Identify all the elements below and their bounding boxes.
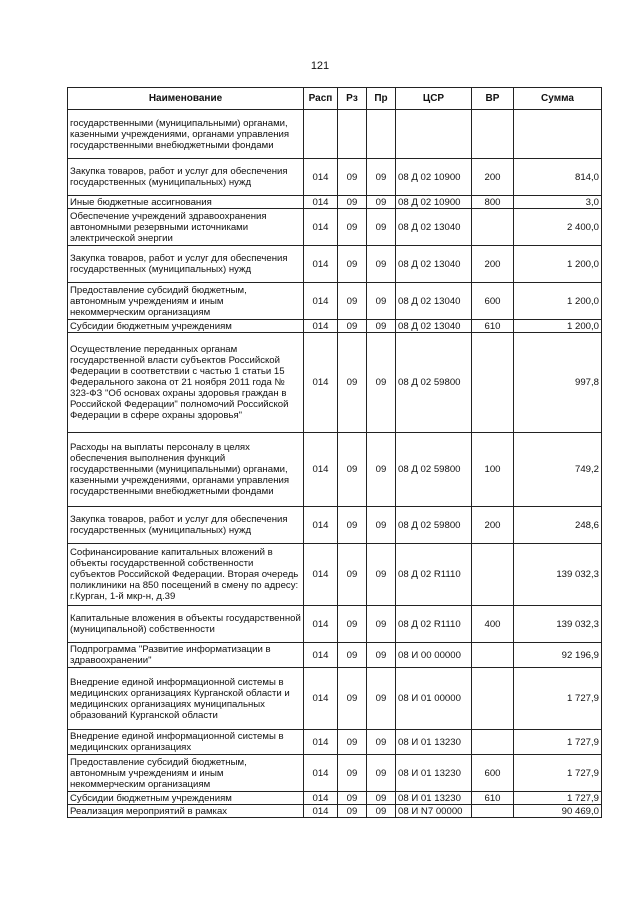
row-name: Внедрение единой информационной системы в медицинских организациях Курганской области и медицинских организациях муниципальных образований Курганской области [68,668,304,730]
row-pr: 09 [367,246,396,283]
table-row [68,246,602,283]
row-vr [472,544,514,606]
row-name: Внедрение единой информационной системы в медицинских организациях [68,730,304,755]
row-pr: 09 [367,805,396,818]
row-rz: 09 [338,544,367,606]
row-rz [338,110,367,159]
table-row [68,606,602,643]
table-row [68,209,602,246]
row-rasp: 014 [304,606,338,643]
table-row [68,283,602,320]
row-vr [472,805,514,818]
table-row [68,643,602,668]
row-pr: 09 [367,507,396,544]
row-rz: 09 [338,196,367,209]
row-vr [472,110,514,159]
row-sum: 92 196,9 [514,643,602,668]
row-name: Подпрограмма "Развитие информатизации в здравоохранении" [68,643,304,668]
row-rz: 09 [338,507,367,544]
row-vr [472,643,514,668]
row-vr: 600 [472,755,514,792]
row-rasp: 014 [304,433,338,507]
header-pr: Пр [367,88,396,110]
row-csr: 08 Д 02 13040 [396,283,472,320]
row-sum: 997,8 [514,333,602,433]
header-vr: ВР [472,88,514,110]
row-rasp: 014 [304,333,338,433]
row-csr: 08 Д 02 59800 [396,333,472,433]
row-pr [367,110,396,159]
row-sum: 2 400,0 [514,209,602,246]
row-pr: 09 [367,643,396,668]
row-sum: 90 469,0 [514,805,602,818]
row-sum: 1 200,0 [514,283,602,320]
row-csr: 08 И 01 13230 [396,730,472,755]
row-rasp: 014 [304,246,338,283]
row-rasp: 014 [304,544,338,606]
row-vr: 200 [472,159,514,196]
row-pr: 09 [367,283,396,320]
row-pr: 09 [367,606,396,643]
table-row [68,507,602,544]
row-csr: 08 Д 02 10900 [396,196,472,209]
row-name: Реализация мероприятий в рамках [68,805,304,818]
row-rasp: 014 [304,730,338,755]
table-row [68,730,602,755]
row-name: Иные бюджетные ассигнования [68,196,304,209]
row-rasp: 014 [304,209,338,246]
row-sum: 1 727,9 [514,668,602,730]
row-rz: 09 [338,805,367,818]
row-pr: 09 [367,209,396,246]
header-sum: Сумма [514,88,602,110]
table-row [68,196,602,209]
row-csr: 08 И 00 00000 [396,643,472,668]
row-rasp: 014 [304,283,338,320]
row-rz: 09 [338,283,367,320]
row-rz: 09 [338,159,367,196]
row-pr: 09 [367,730,396,755]
row-rz: 09 [338,792,367,805]
row-name: Закупка товаров, работ и услуг для обеспечения государственных (муниципальных) нужд [68,507,304,544]
row-sum: 1 200,0 [514,246,602,283]
row-rasp: 014 [304,805,338,818]
row-csr: 08 Д 02 13040 [396,320,472,333]
table-row [68,544,602,606]
row-rasp: 014 [304,159,338,196]
row-sum: 3,0 [514,196,602,209]
row-csr: 08 Д 02 13040 [396,209,472,246]
row-pr: 09 [367,668,396,730]
row-rasp: 014 [304,320,338,333]
row-name: Предоставление субсидий бюджетным, автономным учреждениям и иным некоммерческим организациям [68,755,304,792]
row-name: Софинансирование капитальных вложений в объекты государственной собственности субъектов Российской Федерации. Вторая очередь поликлиники на 850 посещений в смену по адресу: г.Курган, 1-й мкр-н, д.39 [68,544,304,606]
row-pr: 09 [367,159,396,196]
row-csr: 08 Д 02 13040 [396,246,472,283]
row-csr: 08 Д 02 R1110 [396,544,472,606]
row-pr: 09 [367,792,396,805]
row-vr [472,209,514,246]
row-rasp: 014 [304,668,338,730]
row-rz: 09 [338,668,367,730]
row-rz: 09 [338,643,367,668]
row-pr: 09 [367,433,396,507]
table-row [68,668,602,730]
header-rasp: Расп [304,88,338,110]
row-sum [514,110,602,159]
row-csr [396,110,472,159]
row-rz: 09 [338,333,367,433]
row-name: Осуществление переданных органам государственной власти субъектов Российской Федерации в соответствии с частью 1 статьи 15 Федерального закона от 21 ноября 2011 года № 323-ФЗ "Об основах охраны здоровья граждан в Российской Федерации" полномочий Российской Федерации в сфере охраны здоровья" [68,333,304,433]
table-row [68,755,602,792]
row-rz: 09 [338,755,367,792]
row-name: Субсидии бюджетным учреждениям [68,320,304,333]
table-row [68,110,602,159]
row-csr: 08 Д 02 59800 [396,507,472,544]
row-vr [472,730,514,755]
row-sum: 814,0 [514,159,602,196]
row-sum: 248,6 [514,507,602,544]
row-rz: 09 [338,246,367,283]
row-csr: 08 И N7 00000 [396,805,472,818]
row-name: государственными (муниципальными) органами, казенными учреждениями, органами управления государственными внебюджетными фондами [68,110,304,159]
row-rz: 09 [338,320,367,333]
header-csr: ЦСР [396,88,472,110]
row-pr: 09 [367,544,396,606]
row-sum: 1 200,0 [514,320,602,333]
row-sum: 139 032,3 [514,544,602,606]
row-pr: 09 [367,320,396,333]
row-rasp: 014 [304,643,338,668]
row-vr: 610 [472,320,514,333]
table-row [68,792,602,805]
table-row [68,333,602,433]
row-vr: 400 [472,606,514,643]
row-rz: 09 [338,433,367,507]
row-sum: 1 727,9 [514,730,602,755]
row-vr: 200 [472,507,514,544]
row-vr: 610 [472,792,514,805]
row-csr: 08 Д 02 10900 [396,159,472,196]
table-row [68,805,602,818]
row-csr: 08 И 01 13230 [396,755,472,792]
row-sum: 1 727,9 [514,792,602,805]
row-csr: 08 Д 02 R1110 [396,606,472,643]
row-sum: 139 032,3 [514,606,602,643]
row-name: Капитальные вложения в объекты государственной (муниципальной) собственности [68,606,304,643]
row-vr [472,333,514,433]
row-name: Закупка товаров, работ и услуг для обеспечения государственных (муниципальных) нужд [68,246,304,283]
row-pr: 09 [367,196,396,209]
row-rz: 09 [338,606,367,643]
row-vr: 200 [472,246,514,283]
page-number: 121 [310,60,330,72]
budget-table [67,87,602,818]
row-rasp: 014 [304,755,338,792]
row-vr [472,668,514,730]
row-pr: 09 [367,333,396,433]
row-rasp: 014 [304,507,338,544]
row-rz: 09 [338,209,367,246]
row-csr: 08 И 01 00000 [396,668,472,730]
row-vr: 600 [472,283,514,320]
row-name: Обеспечение учреждений здравоохранения автономными резервными источниками электрической энергии [68,209,304,246]
row-rz: 09 [338,730,367,755]
row-sum: 749,2 [514,433,602,507]
row-csr: 08 Д 02 59800 [396,433,472,507]
row-name: Субсидии бюджетным учреждениям [68,792,304,805]
header-rz: Рз [338,88,367,110]
row-vr: 100 [472,433,514,507]
row-rasp: 014 [304,792,338,805]
table-row [68,320,602,333]
row-vr: 800 [472,196,514,209]
row-rasp [304,110,338,159]
row-name: Закупка товаров, работ и услуг для обеспечения государственных (муниципальных) нужд [68,159,304,196]
row-rasp: 014 [304,196,338,209]
row-pr: 09 [367,755,396,792]
table-row [68,433,602,507]
row-sum: 1 727,9 [514,755,602,792]
row-name: Предоставление субсидий бюджетным, автономным учреждениям и иным некоммерческим организациям [68,283,304,320]
table-row [68,159,602,196]
header-name: Наименование [68,88,304,110]
table-header-row [68,88,602,110]
row-csr: 08 И 01 13230 [396,792,472,805]
row-name: Расходы на выплаты персоналу в целях обеспечения выполнения функций государственными (муниципальными) органами, казенными учреждениями, органами управления государственными внебюджетными фондами [68,433,304,507]
